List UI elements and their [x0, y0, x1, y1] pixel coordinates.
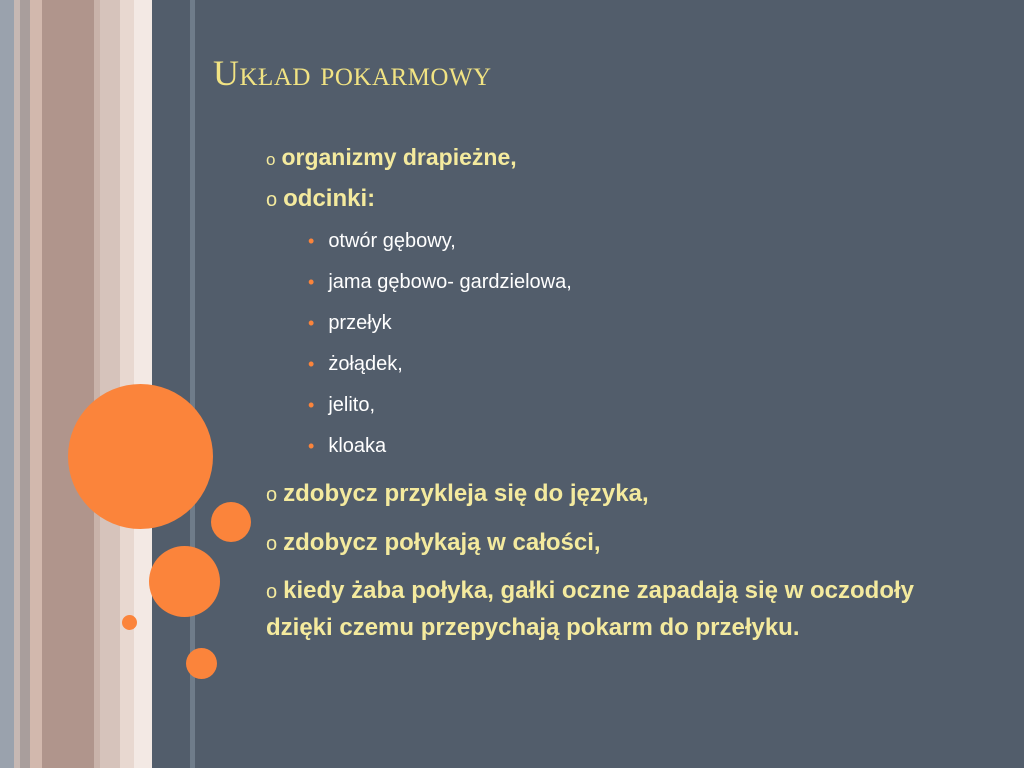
decor-stripe [100, 0, 120, 768]
decor-circle-small [211, 502, 251, 542]
list-item [266, 479, 986, 510]
slide-title: Układ pokarmowy [213, 53, 492, 93]
sub-list-item: • jelito, [308, 394, 376, 416]
decor-circle-medium [149, 546, 220, 617]
list-item-text: zdobycz przykleja się do języka, [283, 480, 649, 507]
decor-stripe [42, 0, 94, 768]
decor-circle-tiny [122, 615, 137, 630]
list-item [266, 528, 986, 559]
list-item [266, 573, 966, 646]
bullet-icon: o [266, 150, 276, 169]
decor-stripe [0, 0, 14, 768]
list-item [266, 184, 986, 215]
list-item-text: odcinki: [283, 185, 376, 212]
decor-stripe [20, 0, 30, 768]
sub-list-item: • przełyk [308, 312, 392, 334]
bullet-icon: • [308, 272, 315, 292]
bullet-icon: o [266, 484, 278, 506]
sub-list-item: • jama gębowo- gardzielowa, [308, 271, 572, 293]
decor-stripe [30, 0, 42, 768]
decor-circle-small [186, 648, 217, 679]
slide-content [266, 143, 986, 646]
decor-stripe [152, 0, 190, 768]
decor-circle-large [68, 384, 213, 529]
bullet-icon: • [308, 436, 315, 456]
sub-list-item: • otwór gębowy, [308, 230, 456, 252]
bullet-icon: o [266, 189, 278, 211]
bullet-icon: • [308, 313, 315, 333]
bullet-icon: • [308, 354, 315, 374]
bullet-icon: o [266, 533, 278, 555]
sub-list-item: • kloaka [308, 435, 387, 457]
list-item [266, 143, 986, 174]
bullet-icon: o [266, 581, 278, 603]
list-item-text: organizmy drapieżne, [281, 144, 517, 170]
sub-list-item: • żołądek, [308, 353, 403, 375]
list-item-text: kiedy żaba połyka, gałki oczne zapadają się w oczodoły dzięki czemu przepychają pokarm do przełyku. [266, 577, 915, 641]
bullet-icon: • [308, 395, 315, 415]
list-item-text: zdobycz połykają w całości, [283, 529, 601, 556]
bullet-icon: • [308, 231, 315, 251]
